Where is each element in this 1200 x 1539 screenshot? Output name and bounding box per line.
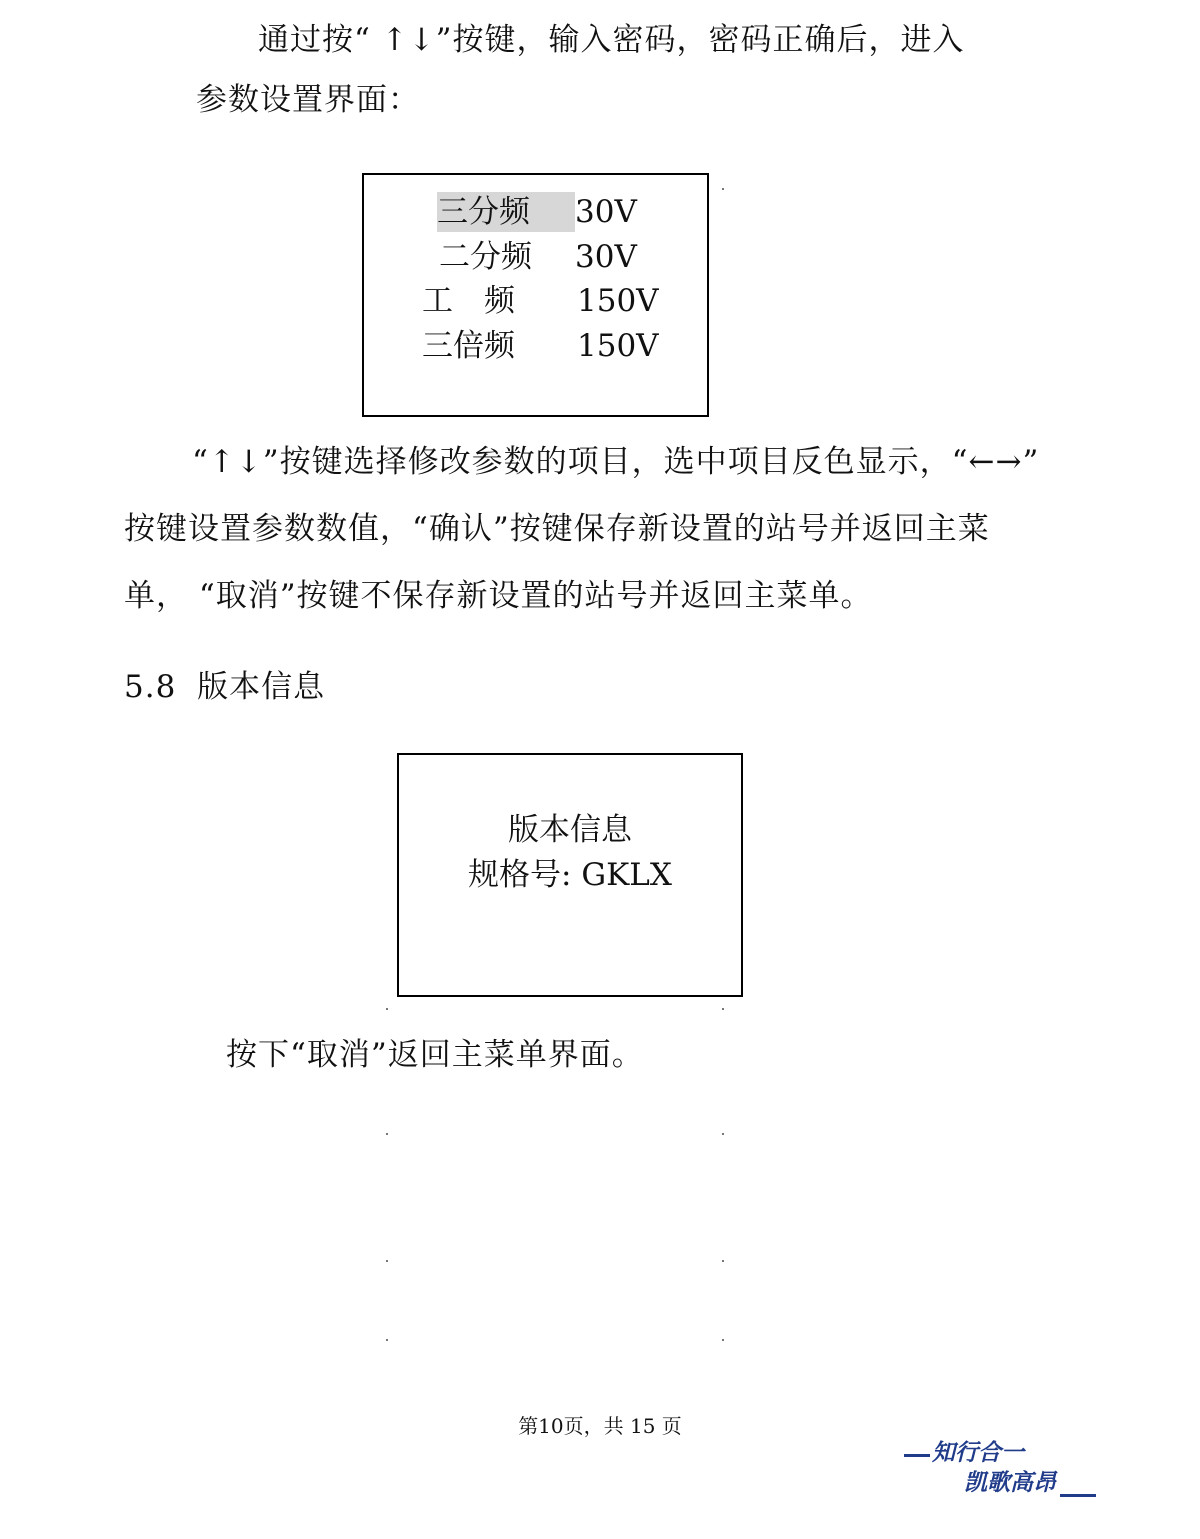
layout-mark — [722, 1260, 724, 1262]
param-value-power-frequency: 150V — [577, 283, 659, 319]
param-label-third-division[interactable]: 三分频 — [437, 192, 575, 232]
param-label-triple-frequency[interactable]: 三倍频 — [422, 328, 515, 364]
layout-mark — [722, 1008, 724, 1010]
version-screen-title: 版本信息 — [508, 812, 632, 848]
layout-mark — [386, 1260, 388, 1262]
param-label-half-division[interactable]: 二分频 — [439, 239, 532, 275]
slogan-logo — [900, 1440, 1100, 1504]
version-screen-spec: 规格号: GKLX — [468, 857, 672, 893]
page-number: 第10页，共 15 页 — [518, 1414, 682, 1438]
logo-rule-right — [1060, 1494, 1096, 1497]
layout-mark — [386, 1008, 388, 1010]
section-number: 5.8 — [124, 669, 177, 705]
layout-mark — [722, 188, 724, 190]
logo-line-2: 凯歌高昂 — [964, 1470, 1056, 1496]
section-title: 版本信息 — [197, 669, 326, 705]
param-value-triple-frequency: 150V — [577, 328, 659, 364]
section-heading — [124, 669, 326, 705]
instruction-line-3: 单， “取消”按键不保存新设置的站号并返回主菜单。 — [124, 578, 873, 614]
instruction-line-2: 按键设置参数数值，“确认”按键保存新设置的站号并返回主菜 — [124, 511, 990, 547]
logo-rule-left — [904, 1454, 930, 1457]
layout-mark — [386, 1339, 388, 1341]
param-label-power-frequency[interactable]: 工 频 — [422, 283, 515, 319]
param-settings-screen — [362, 173, 709, 417]
param-value-third-division: 30V — [575, 194, 637, 230]
version-info-screen — [397, 753, 743, 997]
cancel-note: 按下“取消”返回主菜单界面。 — [226, 1037, 644, 1073]
instruction-line-1: “↑↓”按键选择修改参数的项目，选中项目反色显示，“←→” — [192, 444, 1040, 480]
intro-line-2: 参数设置界面： — [196, 82, 420, 118]
layout-mark — [722, 1339, 724, 1341]
layout-mark — [386, 1133, 388, 1135]
intro-line-1: 通过按“ ↑↓”按键，输入密码，密码正确后，进入 — [258, 22, 965, 58]
logo-line-1: 知行合一 — [932, 1440, 1024, 1466]
param-value-half-division: 30V — [575, 239, 637, 275]
layout-mark — [722, 1133, 724, 1135]
